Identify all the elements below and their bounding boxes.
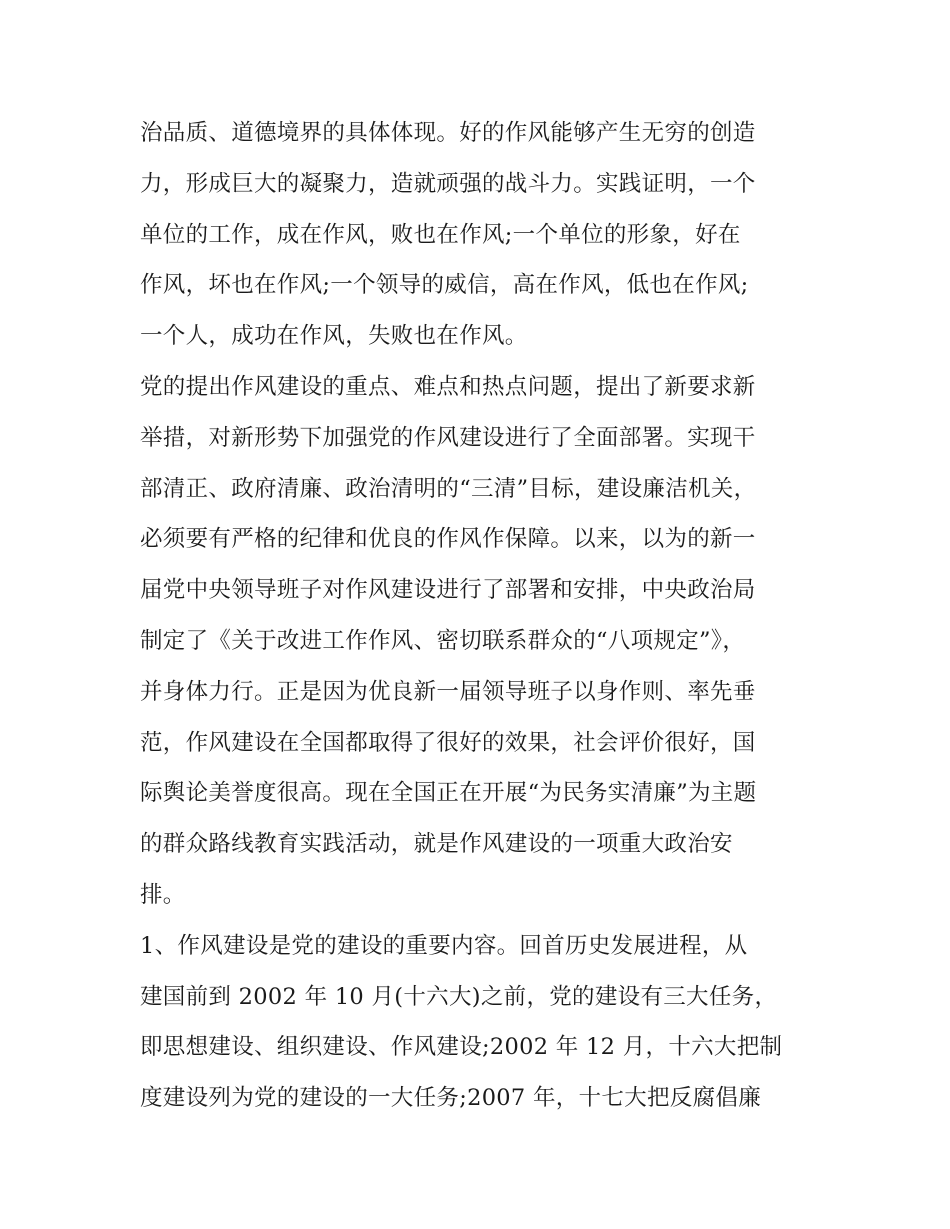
text-line: 作风，坏也在作风;一个领导的威信，高在作风，低也在作风; — [140, 272, 749, 299]
document-body — [140, 108, 820, 1124]
text-line: 力，形成巨大的凝聚力，造就顽强的战斗力。实践证明，一个 — [140, 170, 756, 197]
text-line: 1、作风建设是党的建设的重要内容。回首历史发展进程，从 — [140, 932, 748, 959]
text-line: 单位的工作，成在作风，败也在作风;一个单位的形象，好在 — [140, 221, 741, 248]
text-line: 排。 — [140, 881, 186, 908]
text-line: 范，作风建设在全国都取得了很好的效果，社会评价很好，国 — [140, 729, 756, 756]
text-line: 举措，对新形势下加强党的作风建设进行了全面部署。实现干 — [140, 424, 756, 451]
text-line: 党的提出作风建设的重点、难点和热点问题，提出了新要求新 — [140, 373, 756, 400]
text-line: 并身体力行。正是因为优良新一届领导班子以身作则、率先垂 — [140, 678, 756, 705]
text-line: 届党中央领导班子对作风建设进行了部署和安排，中央政治局 — [140, 577, 756, 604]
text-line: 即思想建设、组织建设、作风建设;2002 年 12 月，十六大把制 — [140, 1034, 783, 1061]
text-line: 部清正、政府清廉、政治清明的“三清”目标，建设廉洁机关， — [140, 475, 757, 502]
text-line: 的群众路线教育实践活动，就是作风建设的一项重大政治安 — [140, 831, 733, 858]
text-line: 建国前到 2002 年 10 月(十六大)之前，党的建设有三大任务， — [140, 983, 778, 1010]
text-line: 际舆论美誉度很高。现在全国正在开展“为民务实清廉”为主题 — [140, 780, 757, 807]
text-line: 度建设列为党的建设的一大任务;2007 年，十七大把反腐倡廉 — [140, 1085, 761, 1112]
text-line: 制定了《关于改进工作作风、密切联系群众的“八项规定”》， — [140, 627, 746, 654]
text-line: 必须要有严格的纪律和优良的作风作保障。以来，以为的新一 — [140, 526, 756, 553]
text-line: 一个人，成功在作风，失败也在作风。 — [140, 323, 528, 350]
text-line: 治品质、道德境界的具体体现。好的作风能够产生无穷的创造 — [140, 120, 756, 146]
